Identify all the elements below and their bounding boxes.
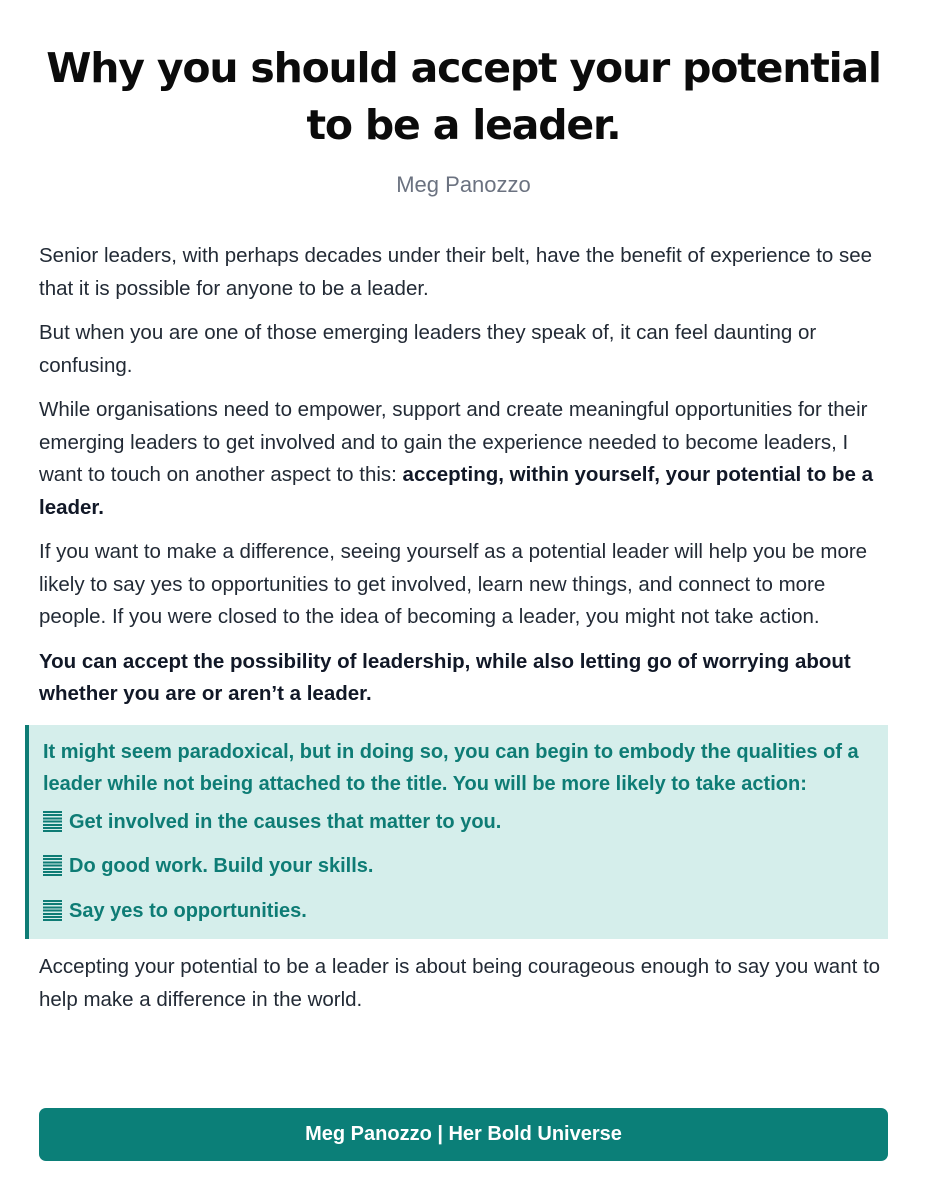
paragraph-6: Accepting your potential to be a leader is about being courageous enough to say you want to help make a difference in the world. bbox=[39, 955, 881, 1011]
paragraph-3-text: While organisations need to empower, support and create meaningful opportunities for their emerging leaders to get involved and to gain the experience needed to become leaders, I want to touch on another aspect to this: bbox=[39, 398, 868, 486]
paragraph-4: If you want to make a difference, seeing yourself as a potential leader will help you be more likely to say yes to opportunities to get involved, learn new things, and connect to more people. If you were closed to the idea of becoming a leader, you might not take action. bbox=[39, 540, 868, 628]
callout-item-text: Do good work. Build your skills. bbox=[69, 855, 374, 877]
callout-intro: It might seem paradoxical, but in doing so, you can begin to embody the qualities of a leader while not being attached to the title. You will be more likely to take action: bbox=[43, 740, 859, 795]
callout-item-text: Say yes to opportunities. bbox=[69, 899, 307, 922]
article-body bbox=[39, 240, 888, 1028]
footer-label: Meg Panozzo | Her Bold Universe bbox=[305, 1123, 622, 1145]
callout-list-item bbox=[43, 895, 868, 928]
paragraph-1: Senior leaders, with perhaps decades under their belt, have the benefit of experience to see that it is possible for anyone to be a leader. bbox=[39, 244, 873, 300]
callout-box bbox=[25, 725, 888, 940]
callout-item-text: Get involved in the causes that matter to you. bbox=[69, 810, 502, 833]
callout-list-item bbox=[43, 806, 868, 839]
paragraph-3 bbox=[39, 394, 888, 524]
callout-list-item bbox=[43, 850, 868, 883]
paragraph-3-emphasis: accepting, within yourself, your potential to be a leader. bbox=[39, 463, 873, 519]
paragraph-2: But when you are one of those emerging leaders they speak of, it can feel daunting or confusing. bbox=[39, 321, 817, 377]
bars-icon bbox=[43, 900, 62, 922]
callout-list bbox=[43, 806, 868, 928]
author-name: Meg Panozzo bbox=[396, 172, 531, 197]
footer-banner bbox=[39, 1108, 888, 1161]
bars-icon bbox=[43, 811, 62, 833]
bars-icon bbox=[43, 855, 62, 877]
paragraph-5: You can accept the possibility of leadership, while also letting go of worrying about whether you are or aren’t a leader. bbox=[39, 649, 851, 705]
article-title: Why you should accept your potential to be a leader. bbox=[46, 44, 881, 149]
